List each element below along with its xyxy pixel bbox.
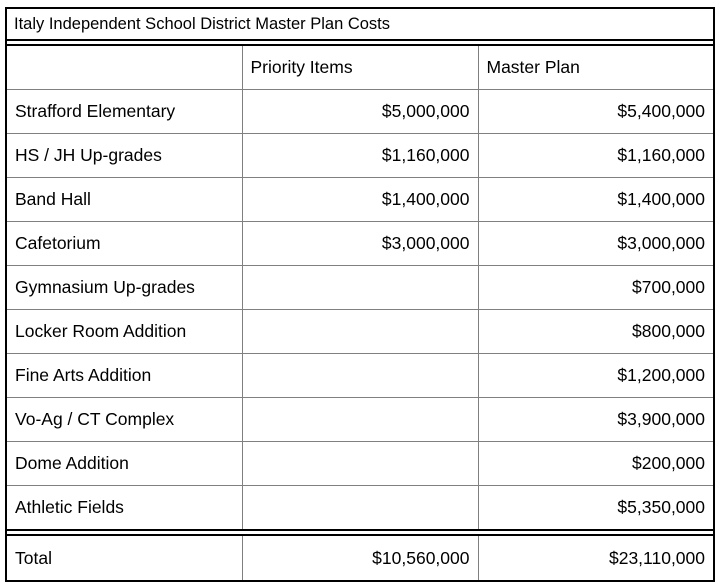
page-title: Italy Independent School District Master Plan Costs [6, 8, 714, 40]
row-priority-value [242, 354, 478, 398]
row-master-value: $700,000 [478, 266, 714, 310]
row-master-value: $200,000 [478, 442, 714, 486]
row-label: Fine Arts Addition [6, 354, 242, 398]
table-row [6, 486, 714, 531]
row-label: Band Hall [6, 178, 242, 222]
row-label: Dome Addition [6, 442, 242, 486]
table-header-row [6, 45, 714, 90]
table-row [6, 222, 714, 266]
table-row [6, 266, 714, 310]
row-priority-value [242, 442, 478, 486]
row-master-value: $1,400,000 [478, 178, 714, 222]
row-master-value: $800,000 [478, 310, 714, 354]
row-label: Locker Room Addition [6, 310, 242, 354]
row-label: Athletic Fields [6, 486, 242, 531]
column-header-master-plan: Master Plan [478, 45, 714, 90]
table-row [6, 90, 714, 134]
row-master-value: $1,200,000 [478, 354, 714, 398]
table-title-row [6, 8, 714, 40]
row-master-value: $1,160,000 [478, 134, 714, 178]
table-row [6, 134, 714, 178]
row-priority-value [242, 310, 478, 354]
row-label: Vo-Ag / CT Complex [6, 398, 242, 442]
row-label: Gymnasium Up-grades [6, 266, 242, 310]
total-label: Total [6, 535, 242, 581]
table-row [6, 442, 714, 486]
total-master-value: $23,110,000 [478, 535, 714, 581]
row-label: Strafford Elementary [6, 90, 242, 134]
table-row [6, 178, 714, 222]
row-priority-value: $5,000,000 [242, 90, 478, 134]
row-label: HS / JH Up-grades [6, 134, 242, 178]
row-master-value: $5,400,000 [478, 90, 714, 134]
row-label: Cafetorium [6, 222, 242, 266]
total-priority-value: $10,560,000 [242, 535, 478, 581]
table-row [6, 398, 714, 442]
row-priority-value: $1,400,000 [242, 178, 478, 222]
row-master-value: $5,350,000 [478, 486, 714, 531]
column-header-label [6, 45, 242, 90]
row-master-value: $3,000,000 [478, 222, 714, 266]
row-priority-value [242, 398, 478, 442]
row-priority-value: $1,160,000 [242, 134, 478, 178]
table-row [6, 354, 714, 398]
row-priority-value [242, 486, 478, 531]
table-row [6, 310, 714, 354]
column-header-priority-items: Priority Items [242, 45, 478, 90]
table-total-row [6, 535, 714, 581]
master-plan-costs-table [5, 7, 715, 582]
row-priority-value [242, 266, 478, 310]
row-master-value: $3,900,000 [478, 398, 714, 442]
row-priority-value: $3,000,000 [242, 222, 478, 266]
